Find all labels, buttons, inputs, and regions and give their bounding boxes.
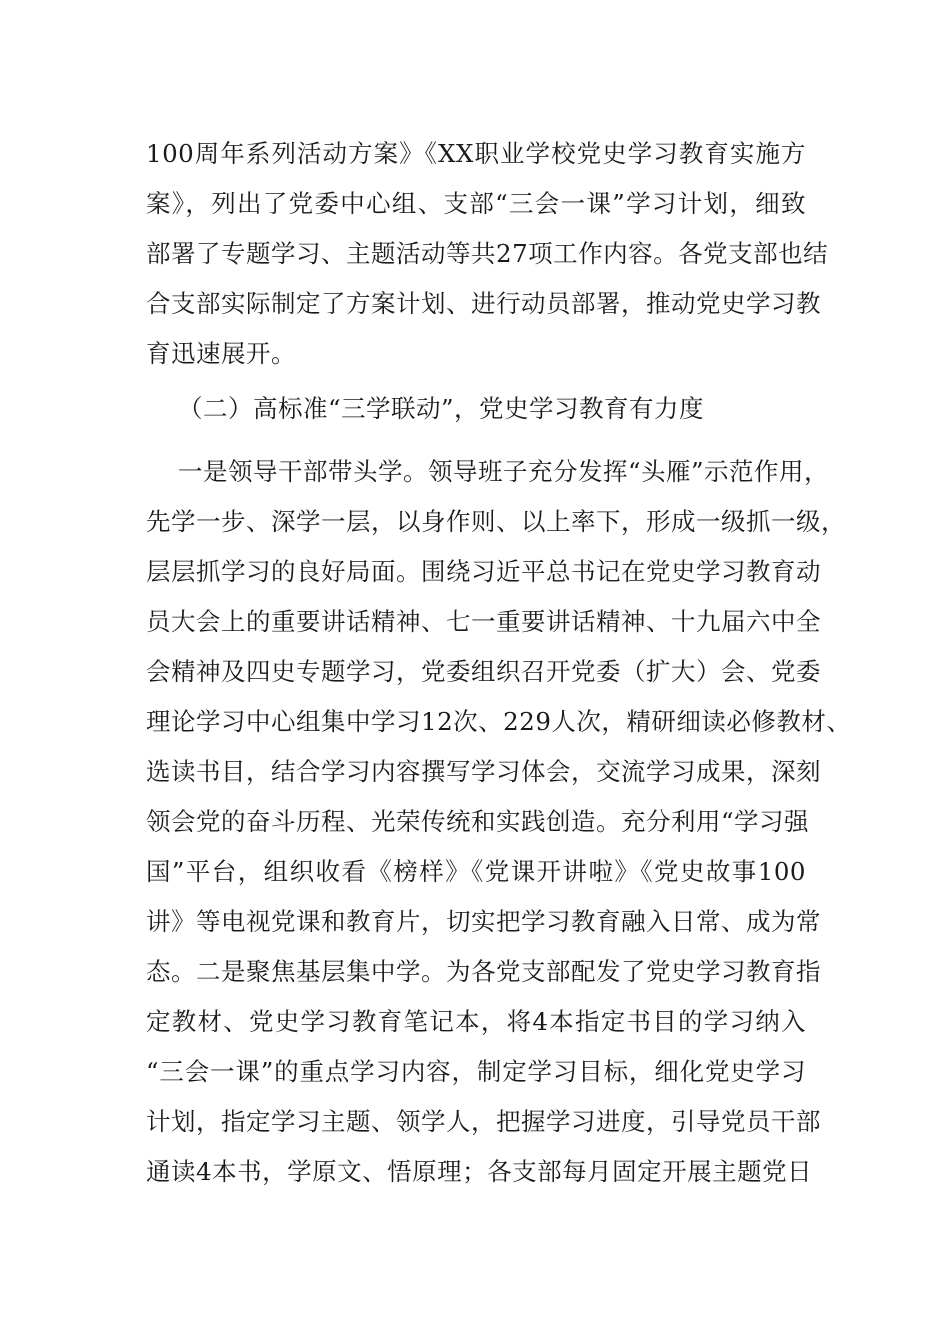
text-line: 部署了专题学习、主题活动等共27项工作内容。各党支部也结 [146, 239, 829, 268]
text-line: 选读书目，结合学习内容撰写学习体会，交流学习成果，深刻 [146, 757, 821, 786]
text-line: 定教材、党史学习教育笔记本，将4本指定书目的学习纳入 [146, 1007, 806, 1036]
text-line: 先学一步、深学一层，以身作则、以上率下，形成一级抓一级， [146, 507, 846, 536]
text-line: 领会党的奋斗历程、光荣传统和实践创造。充分利用“学习强 [146, 807, 810, 836]
text-line: 国”平台，组织收看《榜样》《党课开讲啦》《党史故事100 [146, 857, 806, 886]
text-line: 讲》等电视党课和教育片，切实把学习教育融入日常、成为常 [146, 907, 821, 936]
text-line: 合支部实际制定了方案计划、进行动员部署，推动党史学习教 [146, 289, 821, 318]
text-line: “三会一课”的重点学习内容，制定学习目标，细化党史学习 [146, 1057, 806, 1086]
text-line: 层层抓学习的良好局面。围绕习近平总书记在党史学习教育动 [146, 557, 821, 586]
section-heading: （二）高标准“三学联动”，党史学习教育有力度 [178, 394, 705, 423]
text-line: 育迅速展开。 [146, 339, 296, 368]
text-line: 100周年系列活动方案》《XX职业学校党史学习教育实施方 [146, 139, 806, 168]
text-line: 计划，指定学习主题、领学人，把握学习进度，引导党员干部 [146, 1107, 821, 1136]
text-line: 态。二是聚焦基层集中学。为各党支部配发了党史学习教育指 [146, 957, 821, 986]
text-line: 通读4本书，学原文、悟原理；各支部每月固定开展主题党日 [146, 1157, 813, 1186]
text-line: 案》，列出了党委中心组、支部“三会一课”学习计划，细致 [146, 189, 806, 218]
text-line: 理论学习中心组集中学习12次、229人次，精研细读必修教材、 [146, 707, 852, 736]
text-line: 会精神及四史专题学习，党委组织召开党委（扩大）会、党委 [146, 657, 821, 686]
text-line: 一是领导干部带头学。领导班子充分发挥“头雁”示范作用， [178, 457, 830, 486]
text-line: 员大会上的重要讲话精神、七一重要讲话精神、十九届六中全 [146, 607, 821, 636]
